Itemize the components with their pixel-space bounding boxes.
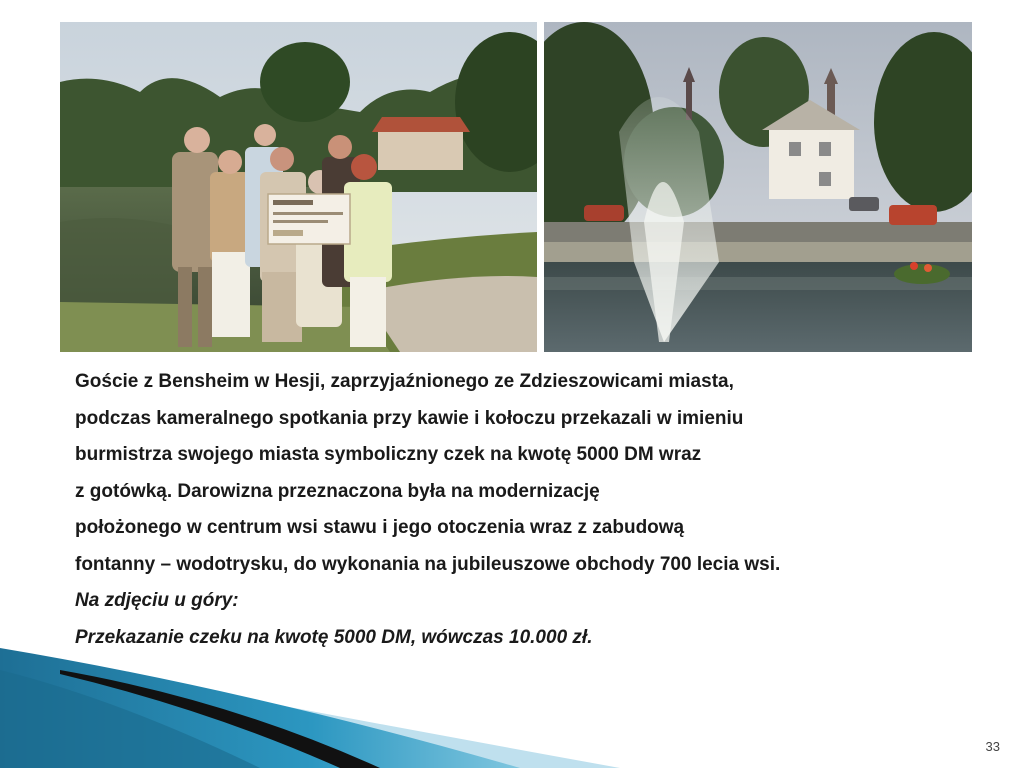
photo-check-presentation-image bbox=[60, 22, 537, 352]
description-line: położonego w centrum wsi stawu i jego otoczenia wraz z zabudową bbox=[75, 517, 685, 538]
description-line: burmistrza swojego miasta symboliczny czek na kwotę 5000 DM wraz bbox=[75, 444, 702, 465]
photo-fountain-image bbox=[544, 22, 972, 352]
photo-fountain bbox=[544, 22, 972, 352]
description-line: Goście z Bensheim w Hesji, zaprzyjaźnionego ze Zdzieszowicami miasta, bbox=[75, 371, 734, 392]
caption-text: Przekazanie czeku na kwotę 5000 DM, wówczas 10.000 zł. bbox=[75, 626, 593, 648]
description-line: fontanny – wodotrysku, do wykonania na jubileuszowe obchody 700 lecia wsi. bbox=[75, 553, 781, 575]
decorative-swoosh bbox=[0, 630, 620, 768]
caption-heading: Na zdjęciu u góry: bbox=[75, 590, 239, 611]
check-board bbox=[268, 194, 350, 244]
photo-check-presentation bbox=[60, 22, 537, 352]
page-number: 33 bbox=[985, 739, 1000, 754]
description-text bbox=[75, 364, 975, 656]
description-line: z gotówką. Darowizna przeznaczona była na modernizację bbox=[75, 480, 600, 502]
description-line: podczas kameralnego spotkania przy kawie i kołoczu przekazali w imieniu bbox=[75, 407, 744, 429]
